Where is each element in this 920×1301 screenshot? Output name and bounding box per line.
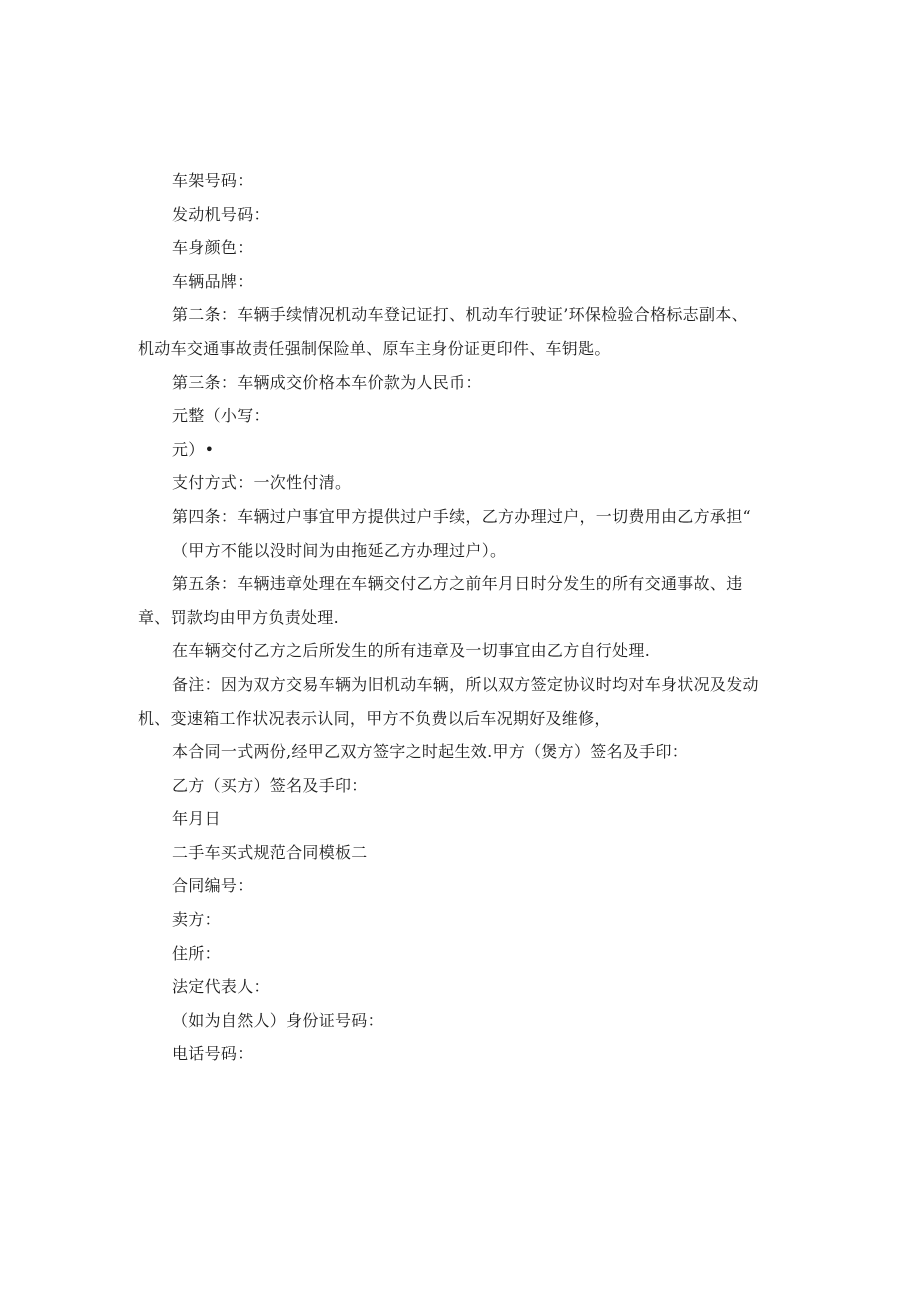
remark-line-2: 机、变速箱工作状况表示认同，甲方不负费以后车况期好及维修， bbox=[138, 708, 611, 728]
body-color-line: 车身颜色： bbox=[172, 238, 254, 258]
contract-number-line: 合同编号： bbox=[172, 876, 254, 896]
amount-words-line: 元整（小写： bbox=[172, 406, 270, 426]
vehicle-brand-line: 车辆品牌： bbox=[172, 271, 254, 291]
id-number-line: （如为自然人）身份证号码： bbox=[172, 1010, 384, 1030]
document-body bbox=[138, 164, 788, 1071]
article-four-line-1: 第四条：车辆过户事宜甲方提供过户手续，乙方办理过户，一切费用由乙方承担“ bbox=[172, 506, 751, 526]
amount-figures-line: 元）• bbox=[172, 439, 215, 459]
payment-method-line: 支付方式：一次性付清。 bbox=[172, 473, 352, 493]
article-three-line: 第三条：车辆成交价格本车价款为人民币： bbox=[172, 372, 482, 392]
after-delivery-line: 在车辆交付乙方之后所发生的所有违章及一切事宜由乙方自行处理. bbox=[172, 641, 651, 661]
address-line: 住所： bbox=[172, 943, 221, 963]
article-five-line-1: 第五条：车辆违章处理在车辆交付乙方之前年月日时分发生的所有交通事故、违 bbox=[172, 574, 743, 594]
article-two-line-1: 第二条：车辆手续情况机动车登记证打、机动车行驶证’环保检验合格标志副本、 bbox=[172, 305, 748, 325]
contract-copies-line: 本合同一式两份,经甲乙双方签字之时起生效.甲方（煲方）签名及手印： bbox=[172, 742, 689, 762]
date-line: 年月日 bbox=[172, 809, 221, 829]
seller-line: 卖方： bbox=[172, 910, 221, 930]
legal-representative-line: 法定代表人： bbox=[172, 977, 270, 997]
frame-number-line: 车架号码： bbox=[172, 171, 254, 190]
article-two-line-2: 机动车交通事故责任强制保险单、原车主身份证更印件、车钥匙。 bbox=[138, 338, 611, 358]
article-four-line-2: （甲方不能以没时间为由拖延乙方办理过户）。 bbox=[172, 540, 507, 560]
engine-number-line: 发动机号码： bbox=[172, 204, 270, 224]
buyer-signature-line: 乙方（买方）签名及手印： bbox=[172, 775, 368, 795]
phone-number-line: 电话号码： bbox=[172, 1044, 254, 1064]
template-two-title: 二手车买式规范合同模板二 bbox=[172, 842, 368, 862]
remark-line-1: 备注：因为双方交易车辆为旧机动车辆，所以双方签定协议时均对车身状况及发动 bbox=[172, 674, 759, 694]
article-five-line-2: 章、罚款均由甲方负责处理. bbox=[138, 607, 339, 627]
